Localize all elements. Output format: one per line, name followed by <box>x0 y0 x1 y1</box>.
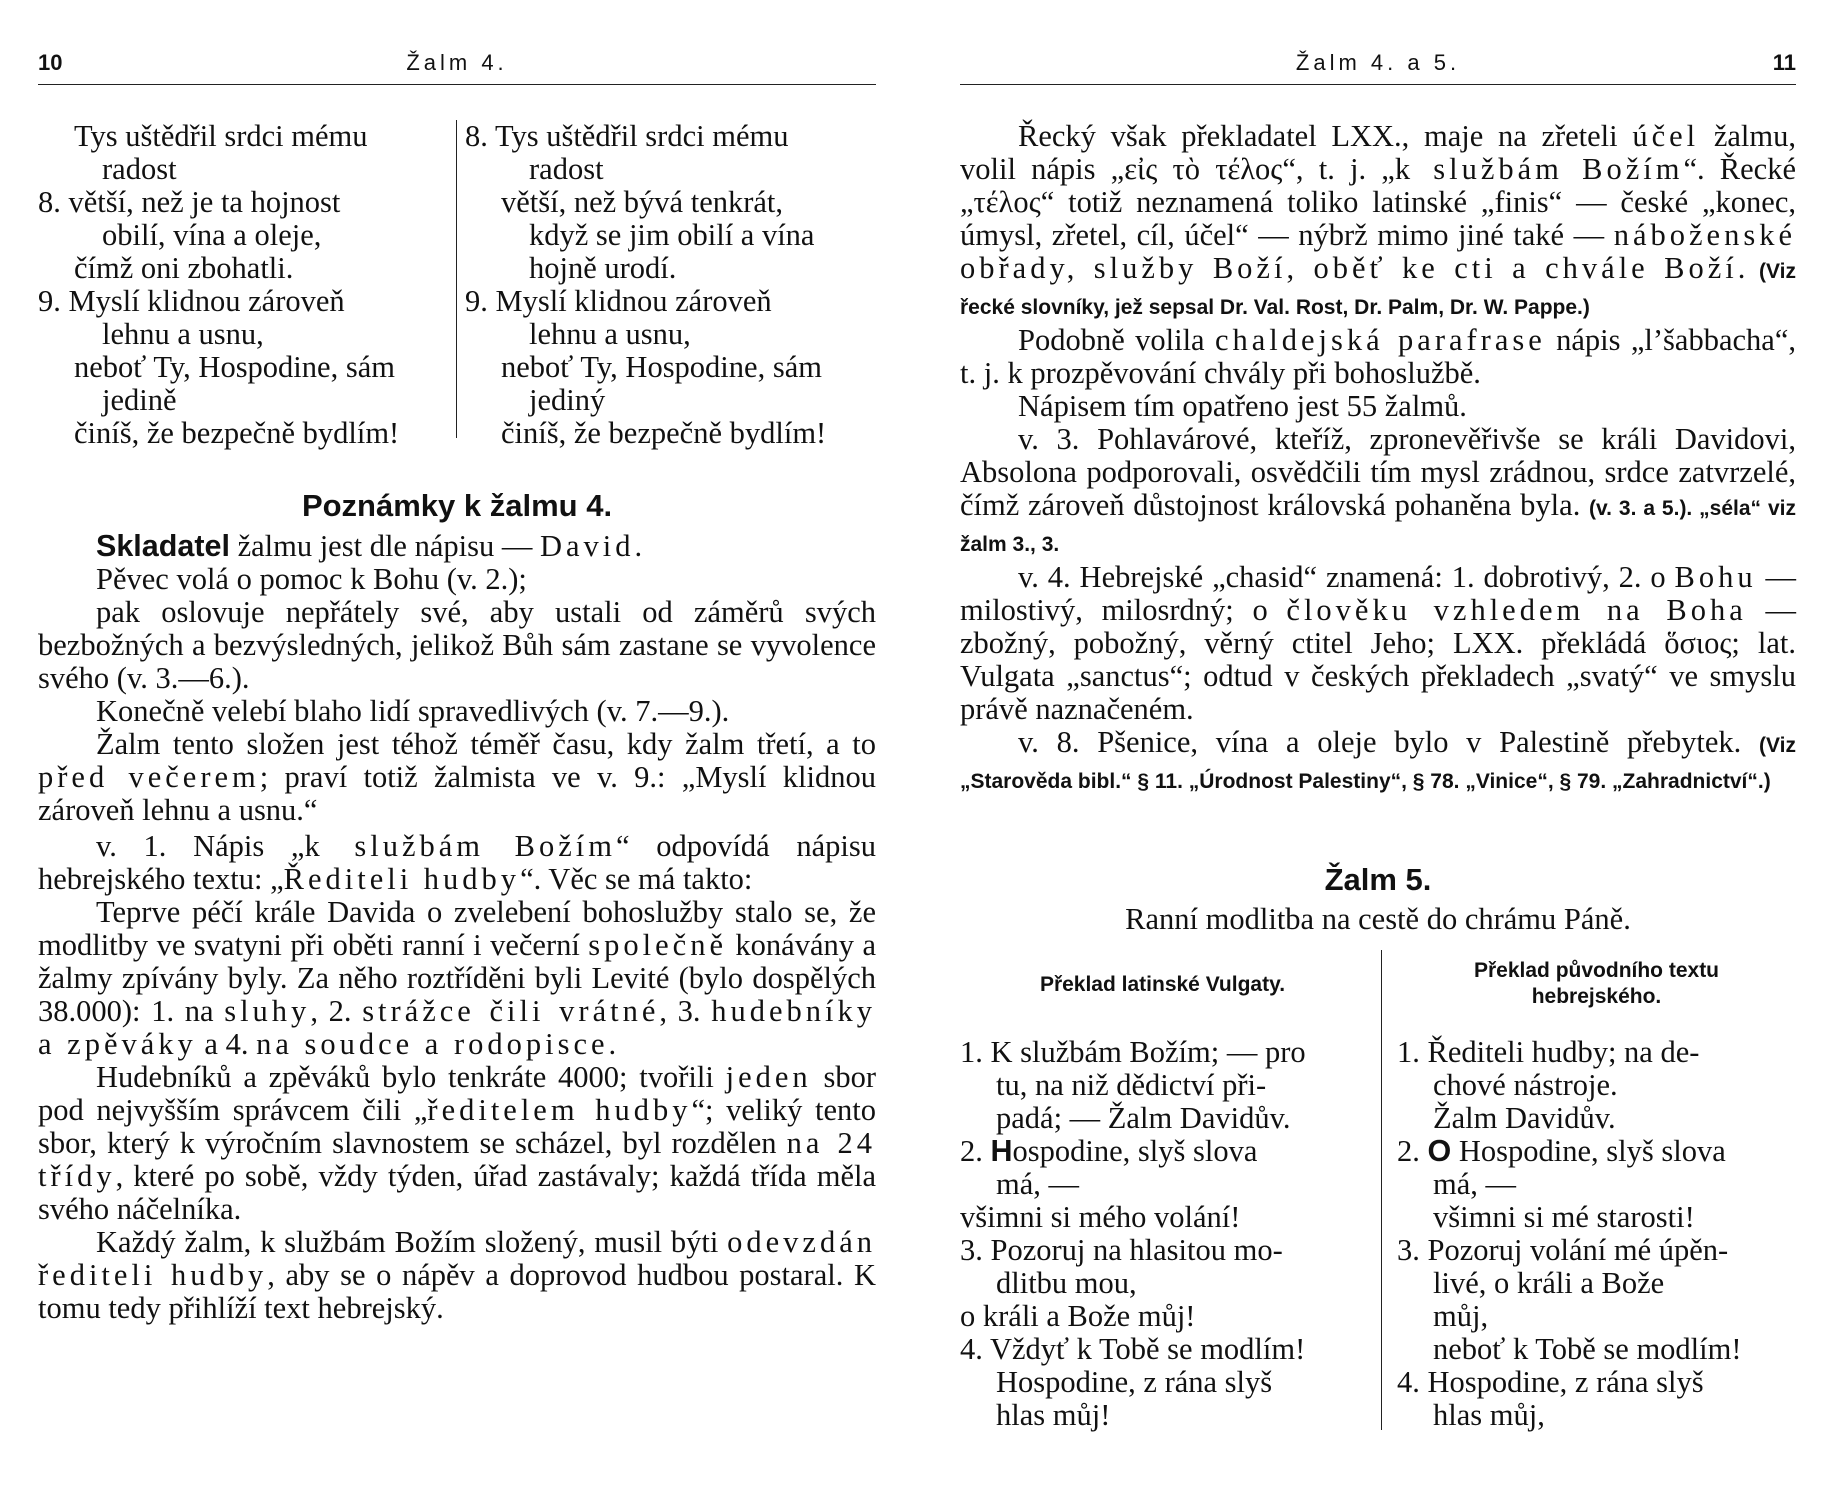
column-heading-text: Překlad latinské Vulgaty. <box>1039 973 1286 996</box>
verse-line <box>1397 1135 1796 1168</box>
note-paragraph <box>38 1226 876 1325</box>
verse-line: 4. Vždyť k Tobě se modlím! <box>960 1332 1306 1366</box>
verse-line: 3. Pozoruj na hlasitou mo- <box>960 1233 1283 1267</box>
verse-line: všimni si mé starosti! <box>1433 1200 1695 1234</box>
commentary-text: “. Řecké „τέλος“ totiž neznamená toliko latinské „finis“ — české „konec, úmysl, zřetel, cíl, účel“ — nýbrž mimo jiné také — <box>960 152 1796 252</box>
note-emph: k službám Božím <box>304 829 616 863</box>
note-text: . <box>608 1027 617 1061</box>
note-text: a 4. <box>196 1027 257 1061</box>
commentary-text: — zbožný, pobožný, věrný ctitel Jeho; LXX. překládá ὅσιος; lat. Vulgata „sanctus“; odtud v českých překladech „svatý“ ve smyslu právě naznačeném. <box>960 593 1796 726</box>
verse-line: hlas můj, <box>1433 1398 1545 1432</box>
commentary-body <box>960 120 1796 798</box>
note-emph: Řediteli hudby <box>283 862 521 896</box>
note-text: Žalm tento složen jest téhož téměř času, kdy žalm třetí, a to <box>96 727 876 761</box>
note-text: v. 1. Nápis „ <box>96 829 305 863</box>
verse-line: když se jim obilí a vína <box>529 218 815 252</box>
commentary-text: v. 4. Hebrejské „chasid“ znamená: 1. dobrotivý, 2. o <box>1018 560 1675 594</box>
verse-line: radost <box>529 152 604 186</box>
verse-line: činíš, že bezpečně bydlím! <box>74 416 400 450</box>
verse-line: Hospodine, z rána slyš <box>996 1365 1273 1399</box>
verse-line: 4. Hospodine, z rána slyš <box>1397 1365 1704 1399</box>
note-text: , které po sobě, vždy týden, úřad zastávaly; každá třída měla svého náčelníka. <box>38 1159 876 1226</box>
verse-line: má, — <box>1433 1167 1517 1201</box>
note-text: konávány a žalmy zpívány byly. Za něho roztříděni byli Levité (bylo dospělých 38.000): 1. na <box>38 928 876 1028</box>
note-emph: ředitelem hudby <box>427 1093 692 1127</box>
note-label: Skladatel <box>96 529 230 563</box>
commentary-text: žalmu, volil nápis „εἰς τὸ τέλος“, t. j. „ <box>960 119 1796 186</box>
psalm-subtitle: Ranní modlitba na cestě do chrámu Páně. <box>1125 902 1631 936</box>
note-text: Každý žalm, k službám Božím složený, musil býti <box>96 1225 728 1259</box>
commentary-emph: člověku vzhledem na Boha <box>1286 593 1747 627</box>
commentary-text: v. 3. Pohlavárové, kteříž, zpronevěřivše se králi Davidovi, Absolona podporovali, osvědčili tím mysl zrádnou, srdce zatvrzelé, čímž zároveň důstojnost královská pohaněna byla. <box>960 422 1796 522</box>
psalm-title: Žalm 5. <box>1324 862 1432 897</box>
verse-line: 8. Tys uštědřil srdci mému <box>465 119 789 153</box>
column-divider <box>1381 950 1382 1430</box>
note-paragraph <box>38 530 876 563</box>
running-head-right <box>960 50 1796 85</box>
verse-line: radost <box>102 152 177 186</box>
verse-line: činíš, že bezpečně bydlím! <box>501 416 827 450</box>
note-paragraph: pak oslovuje nepřátely své, aby ustali od záměrů svých bezbožných a bezvýsledných, jelikož Bůh sám zastane se vyvolence svého (v. 3.—6.). <box>38 595 876 695</box>
verse-line: čímž oni zbohatli. <box>74 251 294 285</box>
commentary-text: Řecký však překladatel LXX., maje na zřeteli <box>1018 119 1633 153</box>
note-paragraph: Konečně velebí blaho lidí spravedlivých (v. 7.—9.). <box>96 694 730 728</box>
note-text: , aby se o nápěv a doprovod hudbou postaral. K tomu tedy přihlíží text hebrejský. <box>38 1258 876 1325</box>
verse-line: 9. Myslí klidnou zároveň <box>38 284 345 318</box>
verse-line: všimni si mého volání! <box>960 1200 1241 1234</box>
verse-line: jedině <box>102 383 177 417</box>
commentary-emph: Bohu <box>1674 560 1757 594</box>
initial-letter: H <box>990 1134 1013 1168</box>
commentary-reference: (Viz řecké slovníky, jež sepsal Dr. Val. Rost, Dr. Palm, Dr. W. Pappe.) <box>960 260 1796 319</box>
commentary-paragraph <box>960 561 1796 726</box>
vulgate-verses <box>960 1036 1365 1432</box>
note-text: , 2. <box>310 994 363 1028</box>
note-paragraph <box>38 1061 876 1226</box>
verse-line: 8. větší, než je ta hojnost <box>38 185 341 219</box>
verse-line: 9. Myslí klidnou zároveň <box>465 284 772 318</box>
verse-line: neboť Ty, Hospodine, sám <box>501 350 822 384</box>
verse-column-b <box>465 120 876 450</box>
verse-line: livé, o králi a Bože <box>1433 1266 1665 1300</box>
commentary-paragraph <box>960 423 1796 561</box>
column-heading-text: hebrejského. <box>1531 985 1662 1008</box>
commentary-emph: k službám Božím <box>1394 152 1684 186</box>
verse-line: tu, na niž dědictví při- <box>996 1068 1267 1102</box>
note-author: David. <box>539 529 647 563</box>
verse-line: větší, než bývá tenkrát, <box>501 185 784 219</box>
verse-line <box>960 1135 1365 1168</box>
verse-line: padá; — Žalm Davidův. <box>996 1101 1291 1135</box>
note-text: ; praví totiž žalmista ve v. 9.: „Myslí klidnou zároveň lehnu a usnu.“ <box>38 760 876 827</box>
verse-line: neboť k Tobě se modlím! <box>1433 1332 1742 1366</box>
verse-line: chové nástroje. <box>1433 1068 1618 1102</box>
running-title-left: Žalm 4. <box>406 50 508 75</box>
verse-text: ospodine, slyš slova <box>1012 1134 1258 1168</box>
note-text: “. Věc se má takto: <box>520 862 753 896</box>
note-emph: na soudce a rodopisce <box>256 1027 609 1061</box>
commentary-paragraph <box>960 726 1796 798</box>
note-emph: před večerem <box>38 760 260 794</box>
verse-line: o králi a Bože můj! <box>960 1299 1196 1333</box>
note-paragraph: Pěvec volá o pomoc k Bohu (v. 2.); <box>96 562 527 596</box>
verse-number: 2. <box>1397 1134 1428 1168</box>
commentary-paragraph <box>960 120 1796 324</box>
initial-letter: O <box>1427 1134 1452 1168</box>
commentary-text: nápis „l’šabbacha“, t. j. k prozpěvování chvály při bohoslužbě. <box>960 323 1796 390</box>
verse-columns <box>38 120 876 450</box>
psalm-columns <box>960 950 1796 1470</box>
commentary-reference: (v. 3. a 5.). „séla“ viz žalm 3., 3. <box>960 497 1796 556</box>
note-text: “; veliký tento sbor, který k výročním slavnostem se scházel, byl rozdělen <box>38 1093 876 1160</box>
verse-line: neboť Ty, Hospodine, sám <box>74 350 395 384</box>
left-page <box>38 0 876 1500</box>
note-text: “ odpovídá nápisu hebrejského textu: „ <box>38 829 876 896</box>
verse-line: hlas můj! <box>996 1398 1111 1432</box>
hebrew-column-heading <box>1397 950 1796 1020</box>
page-number-left: 10 <box>38 50 63 75</box>
verse-line: 1. Řediteli hudby; na de- <box>1397 1035 1700 1069</box>
verse-line: 1. K službám Božím; — pro <box>960 1035 1306 1069</box>
note-emph: jeden <box>725 1060 812 1094</box>
verse-line: hojně urodí. <box>529 251 677 285</box>
vulgate-column <box>960 950 1365 1432</box>
commentary-paragraph: Nápisem tím opatřeno jest 55 žalmů. <box>1018 389 1467 423</box>
running-head-left <box>38 50 876 85</box>
note-emph: odevzdán řediteli hudby <box>38 1225 876 1292</box>
commentary-text: v. 8. Pšenice, vína a oleje bylo v Palestině přebytek. <box>1018 725 1760 759</box>
vulgate-column-heading <box>960 950 1365 1020</box>
note-paragraph <box>38 830 876 896</box>
note-paragraph <box>38 728 876 827</box>
note-paragraph <box>38 896 876 1061</box>
commentary-emph: chaldejská parafrase <box>1214 323 1546 357</box>
verse-line: lehnu a usnu, <box>529 317 691 351</box>
verse-line: můj, <box>1433 1299 1489 1333</box>
note-text: Teprve péčí krále Davida o zvelebení bohoslužby stalo se, že modlitby ve svatyni při oběti ranní i večerní <box>38 895 876 962</box>
commentary-emph: účel <box>1632 119 1700 153</box>
verse-line: má, — <box>996 1167 1080 1201</box>
column-heading-text: Překlad původního textu <box>1473 959 1720 982</box>
note-emph: společně <box>588 928 727 962</box>
note-text: žalmu jest dle nápisu — <box>229 529 540 563</box>
running-title-right: Žalm 4. a 5. <box>1295 50 1461 75</box>
note-text: sbor pod nejvyšším správcem čili „ <box>38 1060 876 1127</box>
commentary-paragraph <box>960 324 1796 390</box>
commentary-reference: (Viz „Starověda bibl.“ § 11. „Úrodnost Palestiny“, § 78. „Vinice“, § 79. „Zahradnictví“.) <box>960 734 1796 793</box>
right-page <box>960 0 1796 1500</box>
verse-line: jediný <box>529 383 606 417</box>
notes-body <box>38 530 876 827</box>
verse-text: Hospodine, slyš slova <box>1451 1134 1726 1168</box>
verse-line: Tys uštědřil srdci mému <box>74 119 368 153</box>
notes-heading: Poznámky k žalmu 4. <box>301 488 613 523</box>
note-text: Hudebníků a zpěváků bylo tenkráte 4000; tvořili <box>96 1060 726 1094</box>
note-emph: sluhy <box>224 994 311 1028</box>
commentary-emph: náboženské obřady, služby Boží, oběť ke cti a chvále Boží. <box>960 218 1796 285</box>
note-emph: strážce čili vrátné <box>362 994 660 1028</box>
commentary-text: — milostivý, milosrdný; o <box>960 560 1797 627</box>
hebrew-verses <box>1397 1036 1796 1432</box>
column-divider <box>456 120 457 438</box>
verse-line: obilí, vína a oleje, <box>102 218 322 252</box>
page-number-right: 11 <box>1772 50 1796 75</box>
note-emph: hudebníky a zpěváky <box>38 994 877 1061</box>
verse-line: dlitbu mou, <box>996 1266 1137 1300</box>
verse-line: 3. Pozoruj volání mé úpěn- <box>1397 1233 1729 1267</box>
verse-line: Žalm Davidův. <box>1433 1101 1616 1135</box>
note-emph: na 24 třídy <box>38 1126 876 1193</box>
verse-line: lehnu a usnu, <box>102 317 264 351</box>
hebrew-column <box>1397 950 1796 1432</box>
commentary-text: Podobně volila <box>1018 323 1215 357</box>
note-text: , 3. <box>659 994 712 1028</box>
verse-number: 2. <box>960 1134 991 1168</box>
verse-column-a <box>38 120 438 450</box>
notes-body-continued <box>38 830 876 1325</box>
